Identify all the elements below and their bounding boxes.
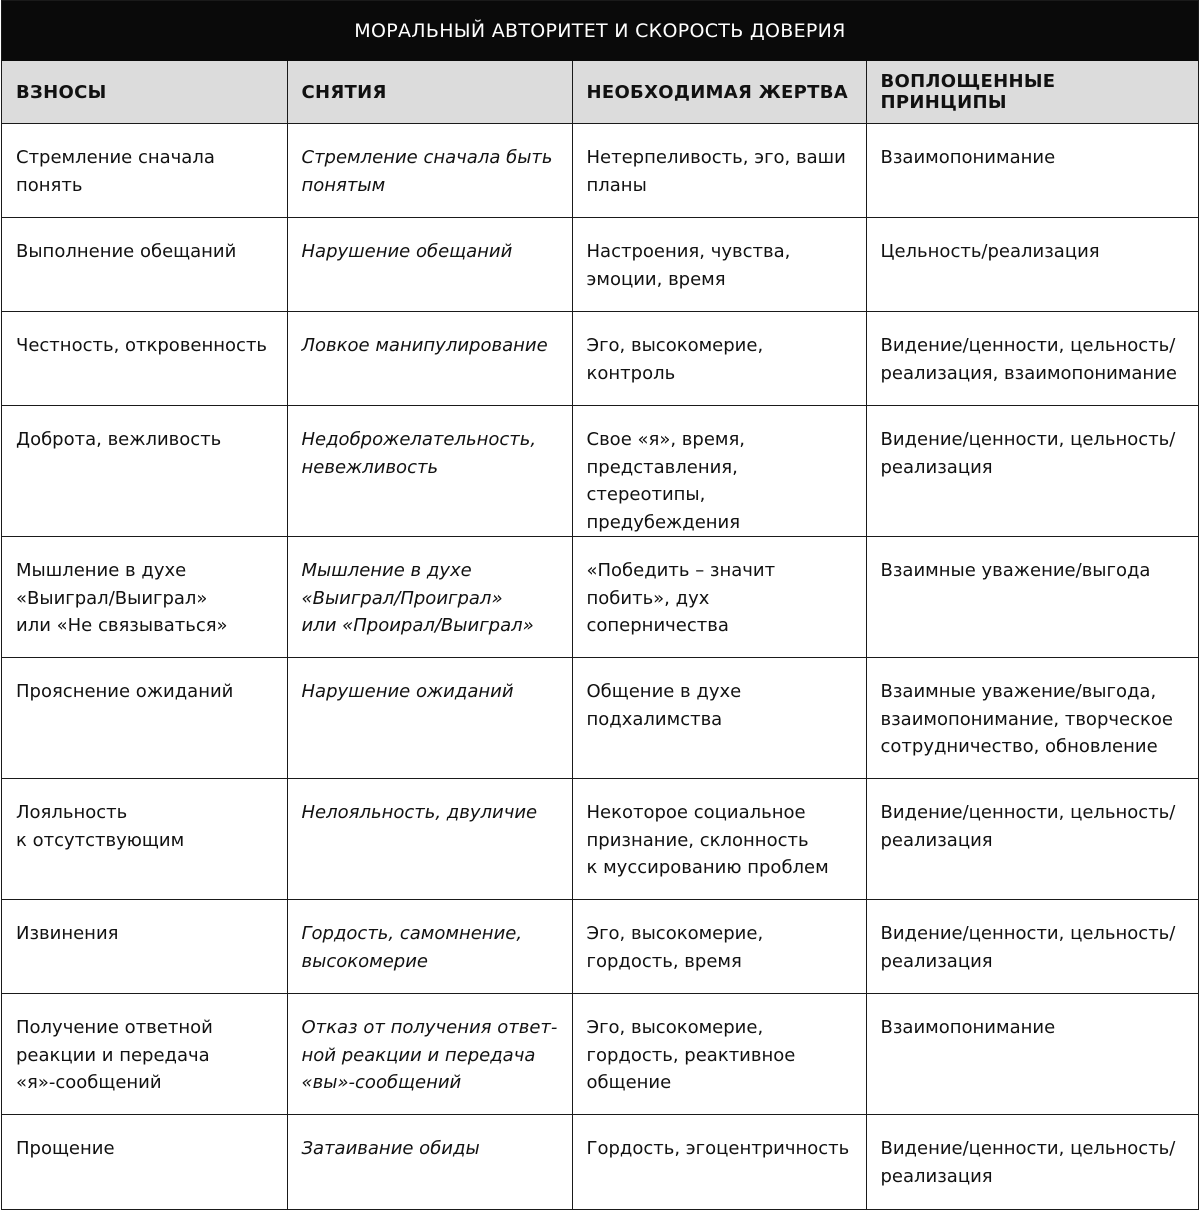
table-row xyxy=(2,218,1198,312)
deposit-cell: Честность, откровенность xyxy=(2,312,287,406)
header-deposits: ВЗНОСЫ xyxy=(2,61,287,124)
sacrifice-cell: Эго, высокомерие, гордость, реактивное общение xyxy=(572,994,866,1115)
withdrawal-cell: Отказ от получения ответ- ной реакции и передача «вы»-сообщений xyxy=(287,994,572,1115)
principles-cell: Видение/ценности, цельность/ реализация xyxy=(866,406,1198,537)
withdrawal-cell: Нелояльность, двуличие xyxy=(287,779,572,900)
table-title: МОРАЛЬНЫЙ АВТОРИТЕТ И СКОРОСТЬ ДОВЕРИЯ xyxy=(2,1,1198,61)
sacrifice-cell: «Победить – значит побить», дух соперничества xyxy=(572,537,866,658)
withdrawal-cell: Мышление в духе «Выиграл/Проиграл» или «Проирал/Выиграл» xyxy=(287,537,572,658)
withdrawal-cell: Гордость, самомнение, высокомерие xyxy=(287,900,572,994)
principles-cell: Видение/ценности, цельность/ реализация xyxy=(880,1138,1176,1187)
principles-cell: Взаимные уважение/выгода xyxy=(866,537,1198,658)
header-sacrifice: НЕОБХОДИМАЯ ЖЕРТВА xyxy=(572,61,866,124)
withdrawal-cell: Нарушение обещаний xyxy=(287,218,572,312)
sacrifice-cell: Эго, высокомерие, контроль xyxy=(572,312,866,406)
sacrifice-cell: Гордость, эгоцентричность xyxy=(572,1115,866,1209)
withdrawal-cell: Нарушение ожиданий xyxy=(287,658,572,779)
sacrifice-cell: Нетерпеливость, эго, ваши планы xyxy=(572,124,866,218)
table-row xyxy=(2,658,1198,779)
principles-cell: Взаимные уважение/выгода, взаимопонимание, творческое сотрудничество, обновление xyxy=(866,658,1198,779)
withdrawal-cell: Недоброжелательность, невежливость xyxy=(287,406,572,537)
withdrawal-cell: Затаивание обиды xyxy=(287,1115,572,1209)
principles-cell: Цельность/реализация xyxy=(866,218,1198,312)
deposit-cell: Извинения xyxy=(2,900,287,994)
sacrifice-cell: Некоторое социальное признание, склонность к муссированию проблем xyxy=(572,779,866,900)
moral-authority-table xyxy=(1,0,1199,1210)
withdrawal-cell: Ловкое манипулирование xyxy=(287,312,572,406)
table-row xyxy=(2,537,1198,658)
table-row xyxy=(2,900,1198,994)
deposit-cell: Лояльность к отсутствующим xyxy=(2,779,287,900)
sacrifice-cell: Настроения, чувства, эмоции, время xyxy=(572,218,866,312)
principles-cell: Видение/ценности, цельность/ реализация, взаимопонимание xyxy=(866,312,1198,406)
deposit-cell: Выполнение обещаний xyxy=(2,218,287,312)
deposit-cell: Стремление сначала понять xyxy=(2,124,287,218)
deposit-cell: Получение ответной реакции и передача «я»-сообщений xyxy=(2,994,287,1115)
deposit-cell: Прояснение ожиданий xyxy=(2,658,287,779)
table-row xyxy=(2,406,1198,537)
table-row xyxy=(2,124,1198,218)
sacrifice-cell: Свое «я», время, представления, стереотипы, предубеждения xyxy=(572,406,866,537)
principles-cell: Видение/ценности, цельность/ реализация xyxy=(866,779,1198,900)
data-table xyxy=(2,61,1198,1209)
deposit-cell: Прощение xyxy=(2,1115,287,1209)
withdrawal-cell: Стремление сначала быть понятым xyxy=(287,124,572,218)
header-withdrawals: СНЯТИЯ xyxy=(287,61,572,124)
sacrifice-cell: Общение в духе подхалимства xyxy=(572,658,866,779)
header-row xyxy=(2,61,1198,124)
deposit-cell: Мышление в духе «Выиграл/Выиграл» или «Не связываться» xyxy=(2,537,287,658)
principles-cell: Взаимопонимание xyxy=(866,994,1198,1115)
table-row xyxy=(2,1115,1198,1209)
header-principles: ВОПЛОЩЕННЫЕ ПРИНЦИПЫ xyxy=(866,61,1198,124)
sacrifice-cell: Эго, высокомерие, гордость, время xyxy=(572,900,866,994)
table-row xyxy=(2,994,1198,1115)
table-row xyxy=(2,779,1198,900)
deposit-cell: Доброта, вежливость xyxy=(2,406,287,537)
principles-cell: Видение/ценности, цельность/ реализация xyxy=(866,900,1198,994)
table-row xyxy=(2,312,1198,406)
principles-cell: Взаимопонимание xyxy=(866,124,1198,218)
